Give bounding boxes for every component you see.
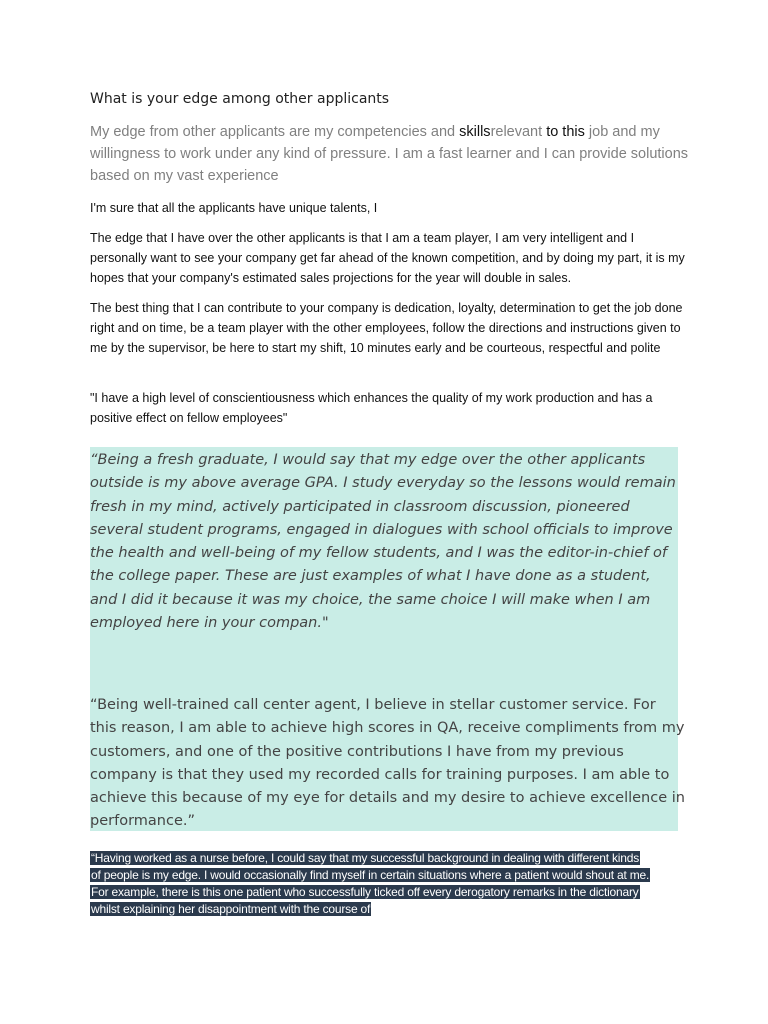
intro-text-part-2: relevant xyxy=(490,124,547,140)
paragraph-unique-talents: I'm sure that all the applicants have unique talents, I xyxy=(90,201,378,215)
intro-to-this: to this xyxy=(546,124,585,140)
intro-paragraph xyxy=(90,121,690,187)
quote-fresh-graduate: “Being a fresh graduate, I would say that my edge over the other applicants outside is my above average GPA. I study everyday so the lessons would remain fresh in my mind, actively participated in classroom discussion, pioneered several student programs, engaged in dialogues with school officials to improve the health and well-being of my fellow students, and I was the editor-in-chief of the college paper. These are just examples of what I have done as a student, and I did it because it was my choice, the same choice I will make when I am employed here in your compan." xyxy=(90,452,676,632)
paragraph-best-contribution: The best thing that I can contribute to your company is dedication, loyalty, determination to get the job done right and on time, be a team player with the other employees, follow the directions and instructions given to me by the supervisor, be here to start my shift, 10 minutes early and be courteous, respectful and polite xyxy=(90,301,683,355)
page-title: What is your edge among other applicants xyxy=(90,91,390,107)
paragraph-conscientiousness: "I have a high level of conscientiousness which enhances the quality of my work production and has a positive effect on fellow employees" xyxy=(90,391,653,425)
quote-nurse-selected xyxy=(90,850,650,918)
intro-text-part-3: job and my willingness to work under any kind of pressure. I am a fast learner and I can provide solutions based on my vast experience xyxy=(90,124,689,184)
quote-call-center-agent: “Being well-trained call center agent, I believe in stellar customer service. For this reason, I am able to achieve high scores in QA, receive compliments from my customers, and one of the positive contributions I have from my previous company is that they used my recorded calls for training purposes. I am able to achieve this because of my eye for details and my desire to achieve excellence in performance.” xyxy=(90,697,685,830)
intro-text-part-1: My edge from other applicants are my competencies and xyxy=(90,124,460,140)
quote-nurse-text: “Having worked as a nurse before, I could say that my successful background in dealing with different kinds of people is my edge. I would occasionally find myself in certain situations where a patient would shout at me. For example, there is this one patient who successfully ticked off every derogatory remarks in the dictionary whilst explaining her disappointment with the course of xyxy=(91,851,650,916)
intro-skills-word: skills xyxy=(459,124,491,140)
paragraph-team-player: The edge that I have over the other applicants is that I am a team player, I am very intelligent and I personally want to see your company get far ahead of the known competition, and by doing my part, it is my hopes that your company's estimated sales projections for the year will double in sales. xyxy=(90,231,685,285)
